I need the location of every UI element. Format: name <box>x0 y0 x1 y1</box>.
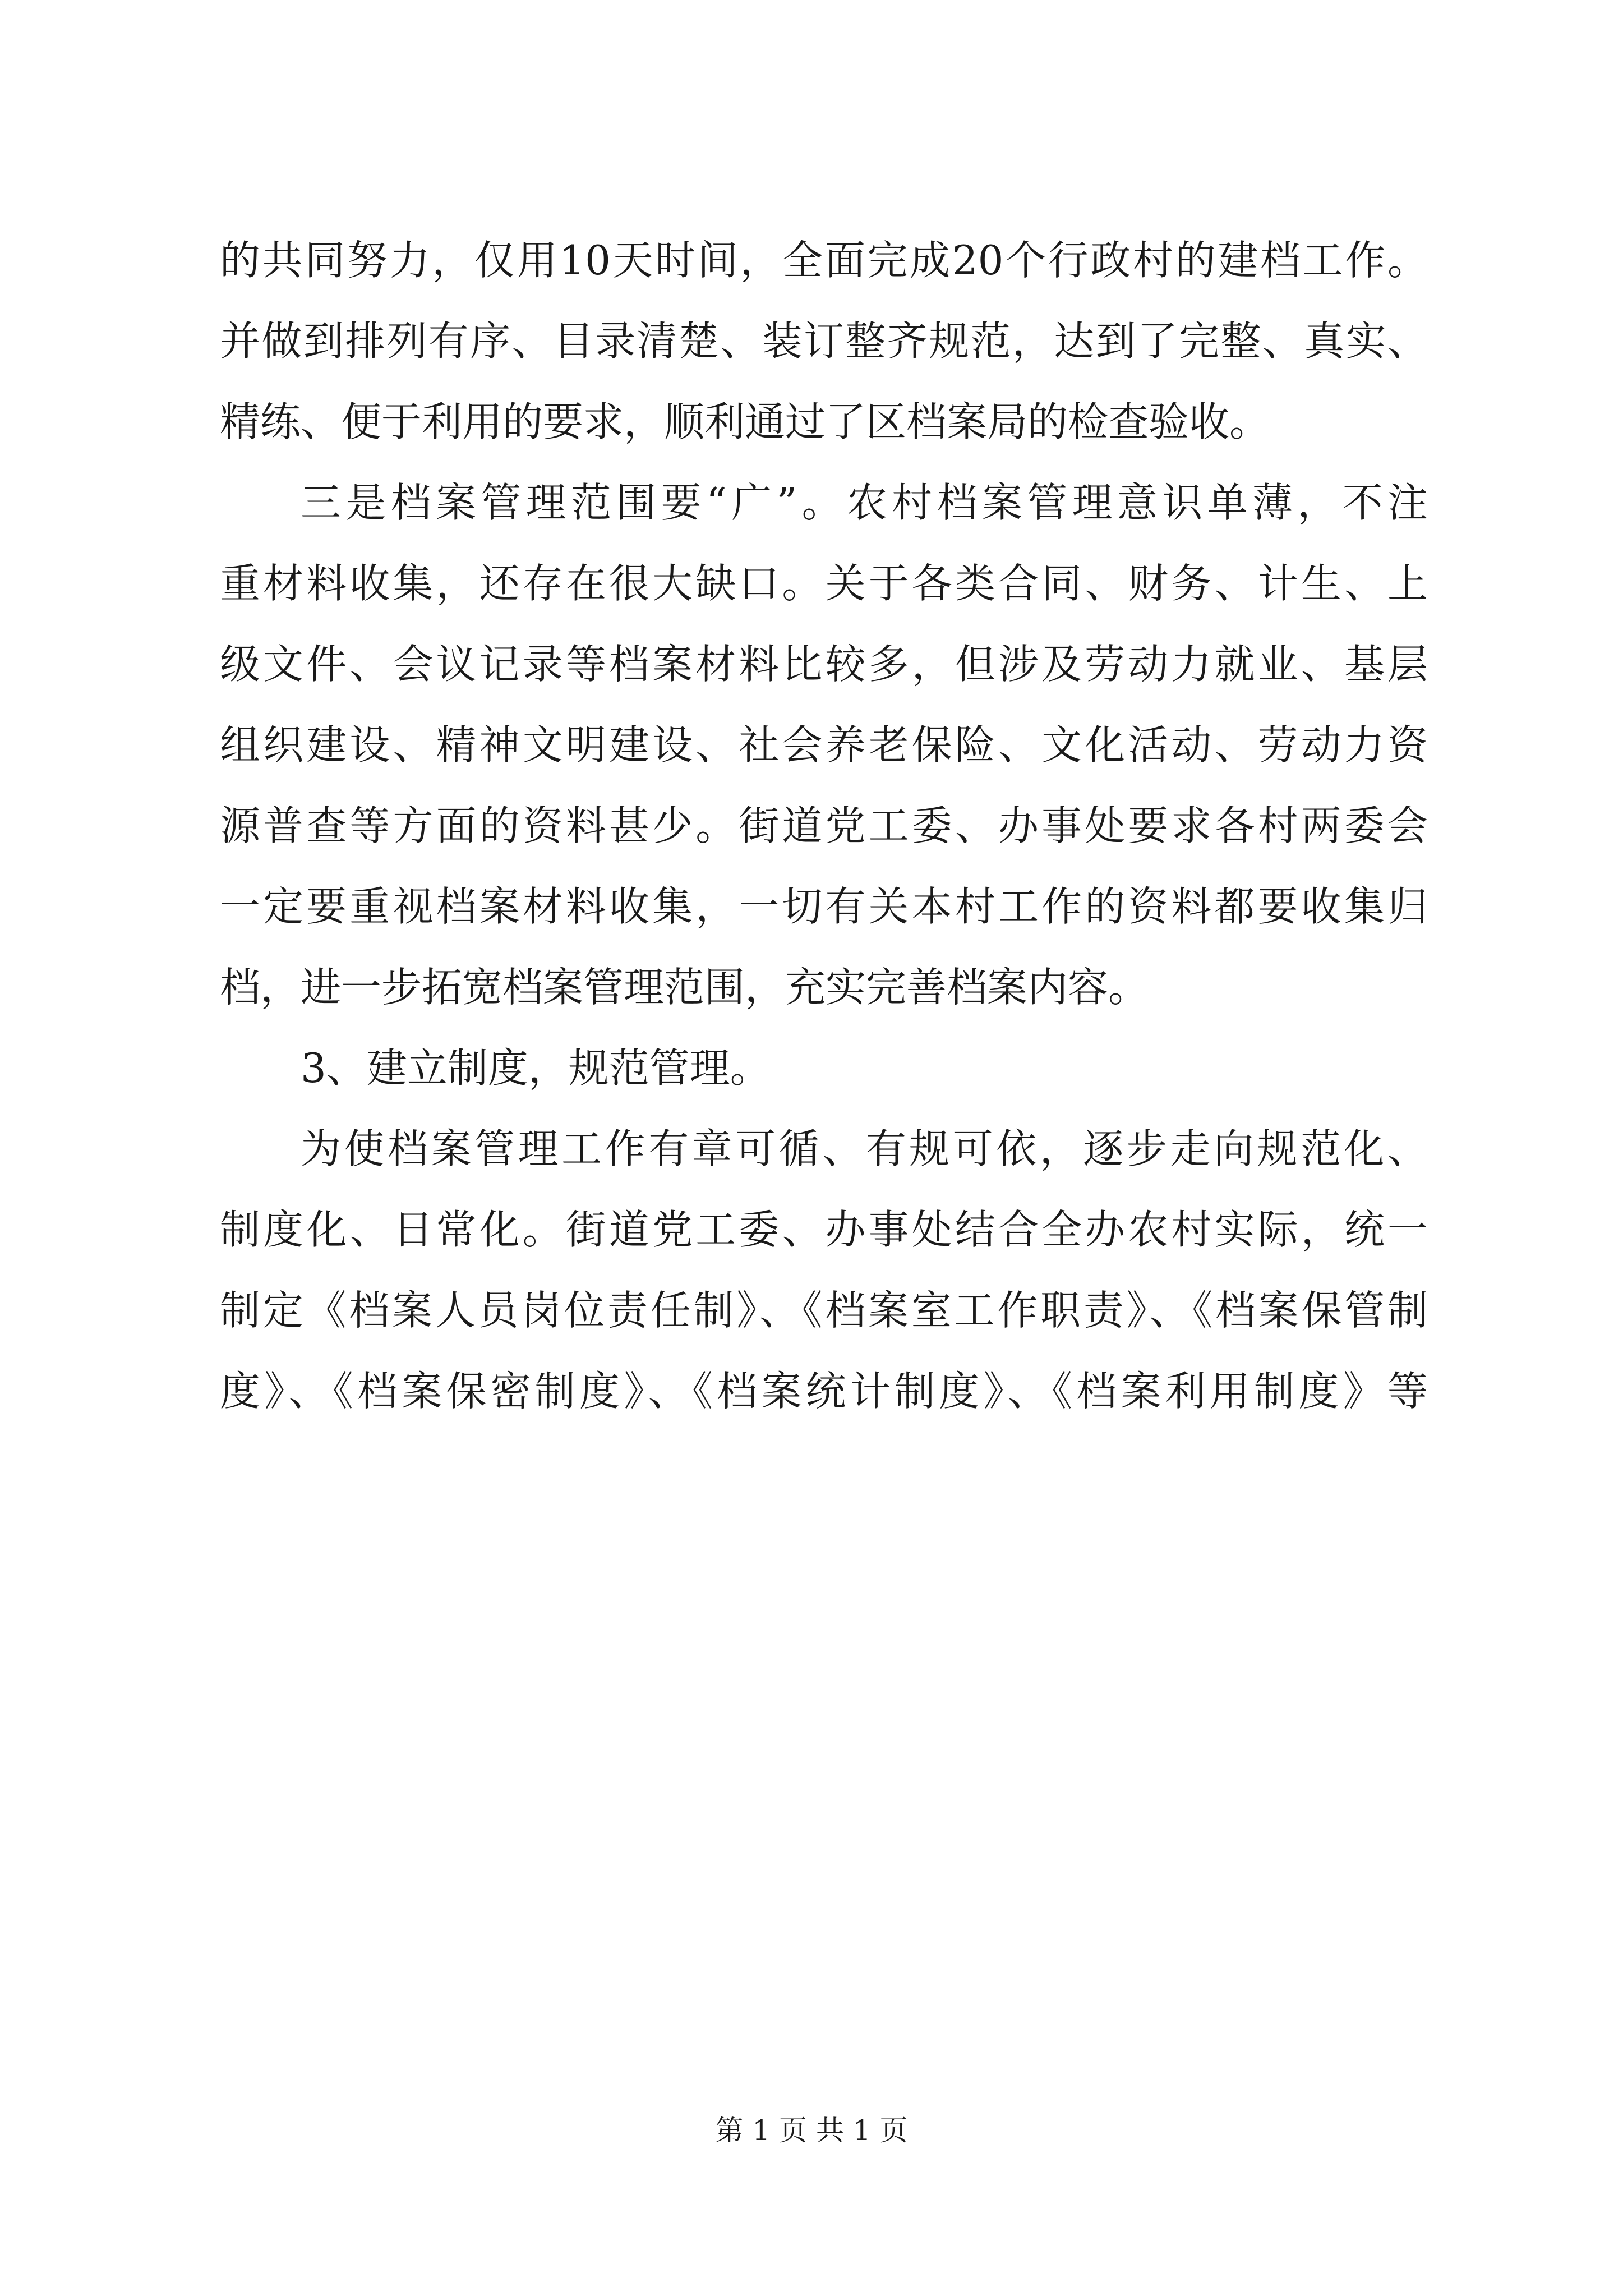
text-line: 组织建设、精神文明建设、社会养老保险、文化活动、劳动力资 <box>220 721 1428 769</box>
text-line: 三是档案管理范围要“广”。农村档案管理意识单薄，不注 <box>301 479 1428 526</box>
page-footer <box>0 2114 1623 2147</box>
text-line: 精练、便于利用的要求，顺利通过了区档案局的检查验收。 <box>220 398 1270 445</box>
text-line: 度》、《档案保密制度》、《档案统计制度》、《档案利用制度》等 <box>220 1368 1428 1415</box>
page-number: 第 1 页 共 1 页 <box>715 2114 908 2147</box>
text-line: 级文件、会议记录等档案材料比较多，但涉及劳动力就业、基层 <box>220 641 1428 688</box>
text-line: 一定要重视档案材料收集，一切有关本村工作的资料都要收集归 <box>220 883 1428 930</box>
text-line: 并做到排列有序、目录清楚、装订整齐规范，达到了完整、真实、 <box>220 318 1428 365</box>
text-line: 档，进一步拓宽档案管理范围，充实完善档案内容。 <box>220 964 1149 1011</box>
text-line: 制定《档案人员岗位责任制》、《档案室工作职责》、《档案保管制 <box>220 1287 1428 1334</box>
text-line: 的共同努力，仅用10天时间，全面完成20个行政村的建档工作。 <box>220 237 1428 284</box>
text-line: 重材料收集，还存在很大缺口。关于各类合同、财务、计生、上 <box>220 560 1428 607</box>
section-heading: 3、建立制度，规范管理。 <box>301 1045 771 1092</box>
text-line: 制度化、日常化。街道党工委、办事处结合全办农村实际，统一 <box>220 1206 1428 1253</box>
text-line: 为使档案管理工作有章可循、有规可依，逐步走向规范化、 <box>301 1125 1428 1172</box>
text-line: 源普查等方面的资料甚少。街道党工委、办事处要求各村两委会 <box>220 802 1428 849</box>
document-body <box>220 220 1428 1432</box>
